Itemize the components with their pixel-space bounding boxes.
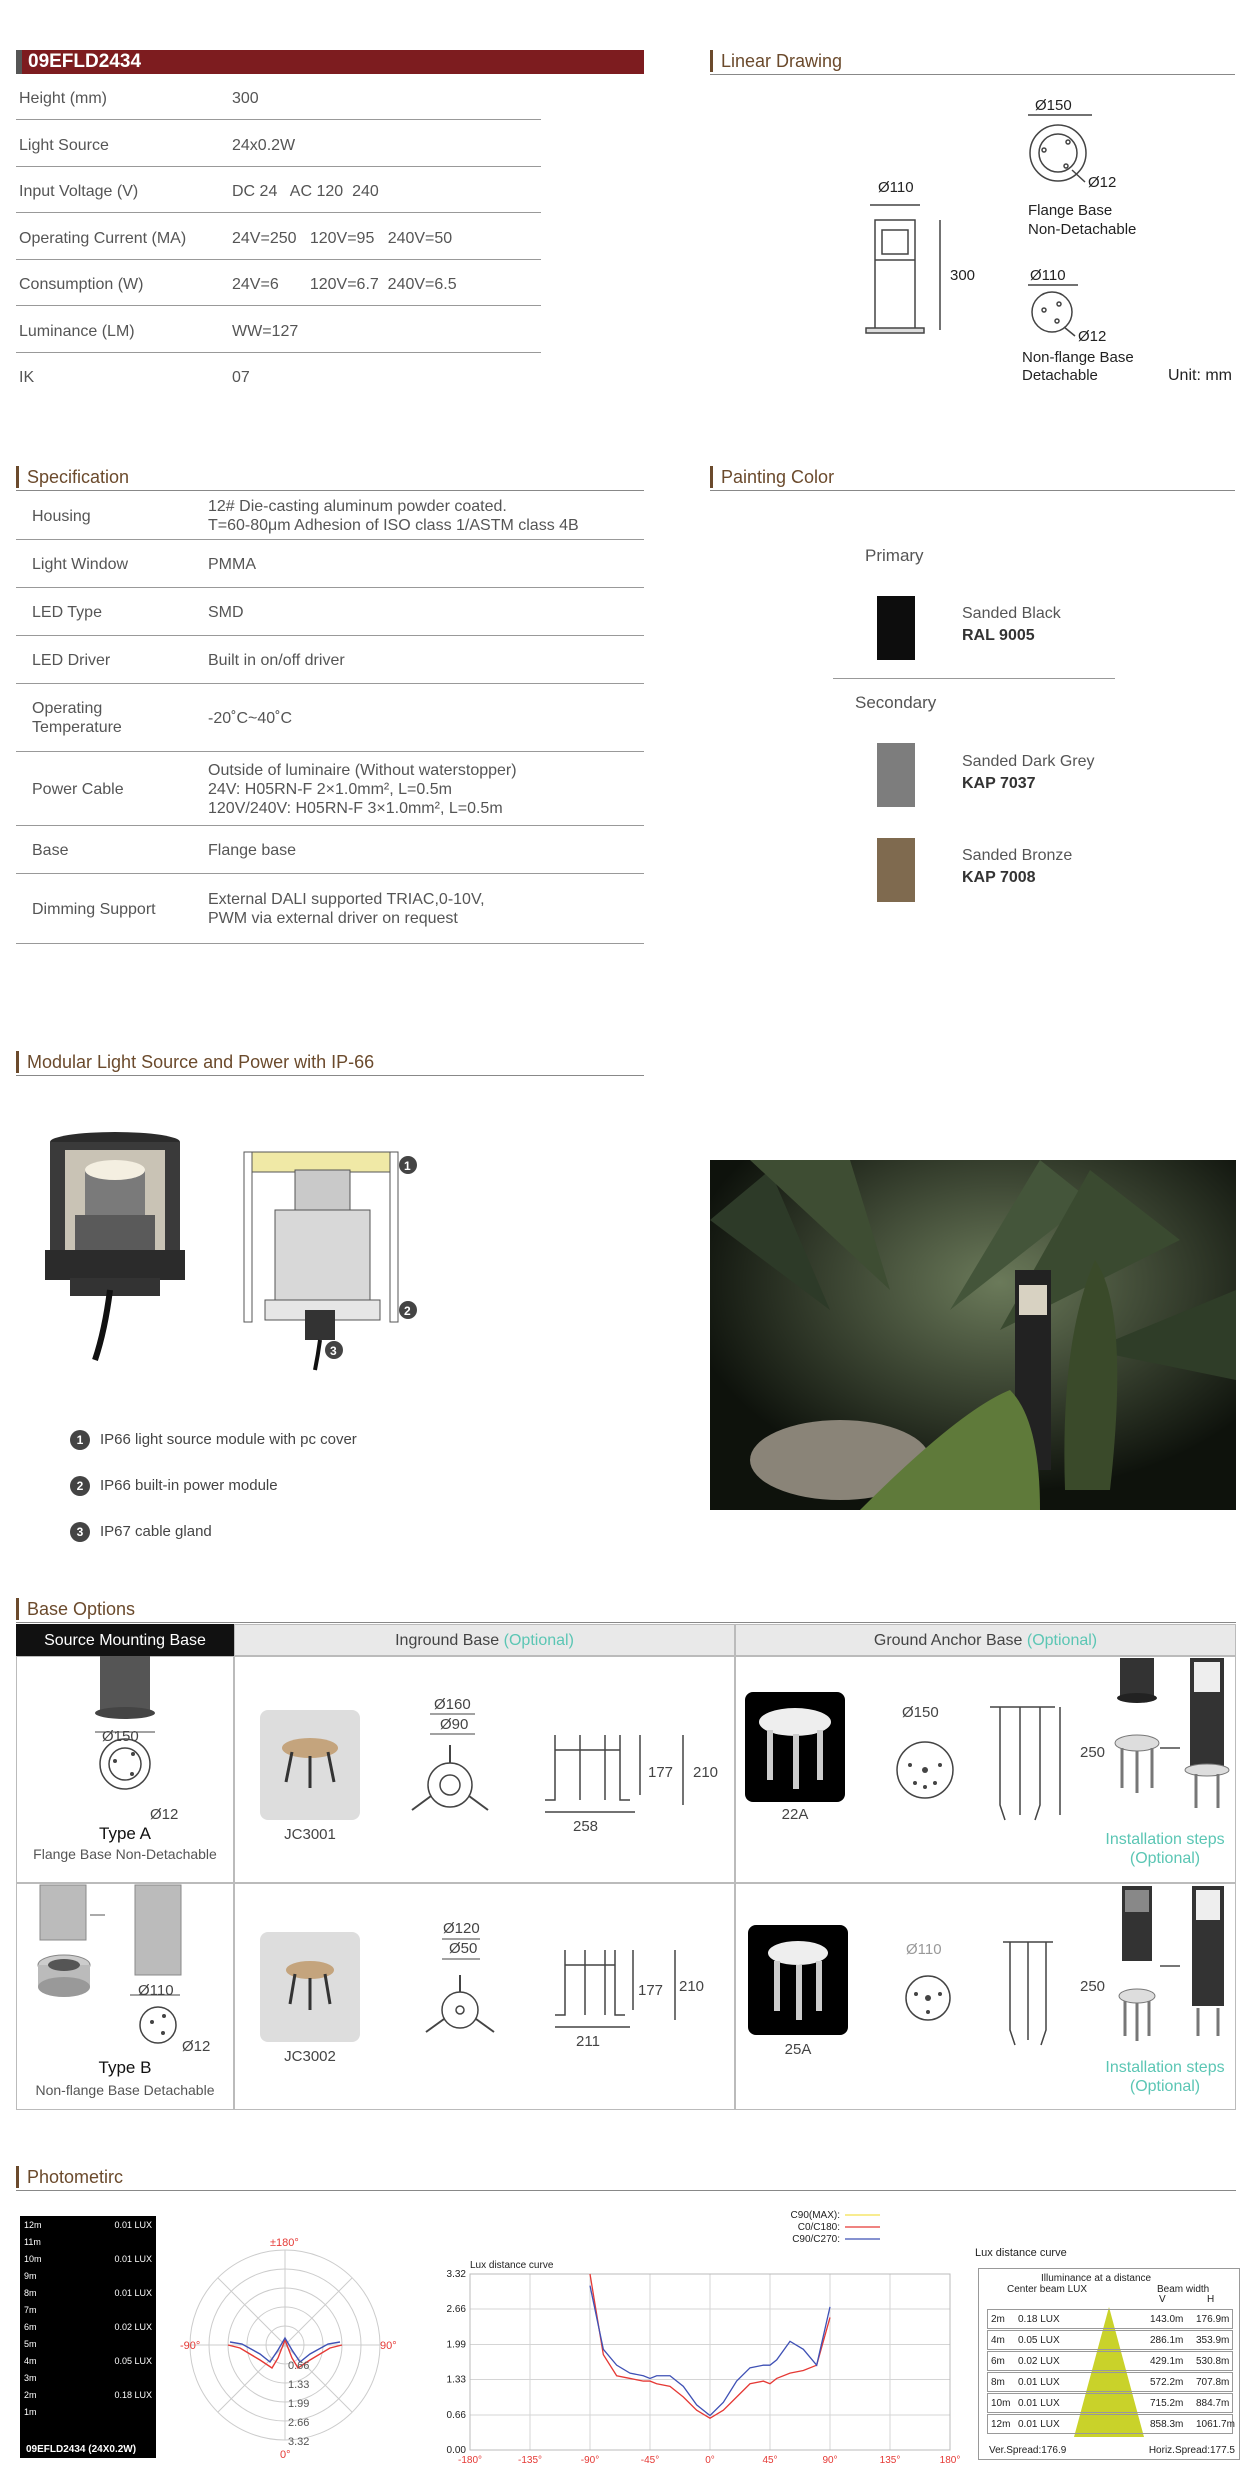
jc3001-w258: 258 xyxy=(573,1818,599,1835)
illum-h: 1061.7m xyxy=(1196,2419,1235,2430)
illum-head-v: V xyxy=(1159,2294,1166,2305)
nonflange-label-1: Non-flange Base xyxy=(1022,349,1134,366)
y-tick-label: 1.33 xyxy=(446,2374,466,2386)
spec-value: Flange base xyxy=(208,841,297,859)
primary-divider xyxy=(833,678,1115,679)
illum-head-2: Center beam LUX xyxy=(1007,2284,1088,2295)
spec-label: Operating Temperature xyxy=(32,700,122,736)
light-module-photo xyxy=(30,1130,200,1360)
illum-lux: 0.01 LUX xyxy=(1018,2377,1060,2388)
illuminance-table xyxy=(978,2268,1240,2460)
polar-ring-1: 0.66 xyxy=(288,2360,310,2372)
spec-value: Outside of luminaire (Without waterstopper) 24V: H05RN-F 2×1.0mm², L=0.5m 120V/240V: H05RN-F 3×1.0mm², L=0.5m xyxy=(208,761,517,817)
x-tick-label: 45° xyxy=(762,2455,778,2466)
svg-text:1: 1 xyxy=(404,1159,411,1173)
jc3002-d50: Ø50 xyxy=(449,1940,478,1957)
illum-lux: 0.05 LUX xyxy=(1018,2335,1060,2346)
type-b-drawing xyxy=(30,1885,220,2045)
anchor-22a-label: 22A xyxy=(781,1806,809,1823)
linear-drawing-rule xyxy=(710,74,1235,75)
anchor-25a-d110: Ø110 xyxy=(906,1941,942,1958)
jc3001-d90: Ø90 xyxy=(440,1716,469,1733)
polar-left-label: -90° xyxy=(180,2340,201,2352)
illum-v: 858.3m xyxy=(1150,2419,1184,2430)
illum-v: 286.1m xyxy=(1150,2335,1184,2346)
polar-ring-2: 1.33 xyxy=(288,2379,310,2391)
basic-spec-row xyxy=(16,131,541,167)
dim-300-label: 300 xyxy=(950,267,976,284)
primary-label: Primary xyxy=(865,546,924,565)
y-tick-label: 3.32 xyxy=(446,2269,466,2280)
jc3001-h177: 177 xyxy=(648,1764,674,1781)
x-tick-label: 90° xyxy=(822,2455,838,2466)
jc3001-photo xyxy=(260,1710,360,1820)
anchor-25a-label: 25A xyxy=(784,2041,812,2058)
spec-row xyxy=(16,752,644,826)
polar-top-label: ±180° xyxy=(270,2237,299,2249)
illum-dist: 4m xyxy=(991,2335,1005,2346)
product-code: 09EFLD2434 xyxy=(28,51,142,72)
type-a-d150: Ø150 xyxy=(102,1728,139,1745)
product-code-bar xyxy=(16,50,644,74)
spec-value: PMMA xyxy=(208,555,256,573)
basic-spec-label: Input Voltage (V) xyxy=(19,183,139,200)
y-tick-label: 0.00 xyxy=(446,2445,466,2456)
basic-spec-value: 24V=6 120V=6.7 240V=6.5 xyxy=(232,276,457,293)
illum-hspread: Horiz.Spread:177.5 xyxy=(1148,2445,1235,2456)
secondary-label: Secondary xyxy=(855,693,937,712)
isolux-footer: 09EFLD2434 (24X0.2W) xyxy=(26,2444,137,2455)
install-steps-b-label: Installation steps (Optional) xyxy=(1105,2059,1225,2095)
illum-row xyxy=(987,2330,1233,2350)
polar-ring-4: 2.66 xyxy=(288,2417,310,2429)
basic-spec-row xyxy=(16,317,541,353)
illum-row xyxy=(987,2309,1233,2329)
type-a-desc: Flange Base Non-Detachable xyxy=(33,1846,217,1862)
spec-value: 12# Die-casting aluminum powder coated. T=60-80μm Adhesion of ISO class 1/ASTM class 4B xyxy=(208,498,579,534)
isolux-distance: 4m xyxy=(24,2356,37,2366)
spec-label: Base xyxy=(32,841,69,859)
y-tick-label: 0.66 xyxy=(446,2410,466,2422)
install-steps-b xyxy=(1110,1886,1235,2056)
spec-label: LED Type xyxy=(32,603,102,621)
specification-rule xyxy=(16,490,644,491)
basic-spec-value: 24x0.2W xyxy=(232,136,296,154)
x-tick-label: 0° xyxy=(705,2455,715,2466)
swatch-sanded-bronze xyxy=(877,838,915,902)
basic-spec-value: 07 xyxy=(232,369,250,386)
spec-row xyxy=(16,588,644,636)
legend-label: C90/C270: xyxy=(792,2234,840,2245)
isolux-value: 0.02 LUX xyxy=(114,2322,152,2332)
anchor-22a-plan xyxy=(890,1735,960,1805)
specification-title: Specification xyxy=(16,466,129,488)
spec-row xyxy=(16,874,644,944)
illum-lux: 0.01 LUX xyxy=(1018,2419,1060,2430)
type-b-d110: Ø110 xyxy=(138,1982,174,1999)
painting-color-rule xyxy=(710,490,1235,491)
spec-row xyxy=(16,492,644,540)
basic-spec-value: 300 xyxy=(232,90,259,107)
svg-text:2: 2 xyxy=(404,1304,411,1318)
anchor-25a-h250: 250 xyxy=(1080,1978,1106,1995)
modular-item-3: 3 IP67 cable gland xyxy=(70,1522,212,1542)
illum-dist: 12m xyxy=(991,2419,1011,2430)
isolux-distance: 3m xyxy=(24,2373,37,2383)
spec-value: External DALI supported TRIAC,0-10V, PWM via external driver on request xyxy=(208,891,485,927)
base-options-rule xyxy=(16,1622,1236,1623)
polar-right-label: 90° xyxy=(380,2340,397,2352)
basic-spec-row xyxy=(16,177,541,213)
basic-spec-value: 24V=250 120V=95 240V=50 xyxy=(232,229,453,247)
power-module-drawing xyxy=(240,1150,420,1370)
jc3002-h210: 210 xyxy=(679,1978,705,1995)
illum-h: 530.8m xyxy=(1196,2356,1230,2367)
x-tick-label: 135° xyxy=(879,2455,901,2466)
dim-d110b-label: Ø110 xyxy=(1030,267,1066,284)
polar-ring-3: 1.99 xyxy=(288,2398,310,2410)
legend-label: C90(MAX): xyxy=(790,2210,840,2221)
isolux-distance: 8m xyxy=(24,2288,37,2298)
illum-h: 884.7m xyxy=(1196,2398,1230,2409)
jc3001-d160: Ø160 xyxy=(434,1696,471,1713)
modular-item-1: 1 IP66 light source module with pc cover xyxy=(70,1430,357,1450)
photometric-rule xyxy=(16,2190,1236,2191)
modular-item-2: 2 IP66 built-in power module xyxy=(70,1476,278,1496)
isolux-distance: 1m xyxy=(24,2407,37,2417)
linear-drawing-title: Linear Drawing xyxy=(710,50,842,72)
swatch-label-bronze: Sanded Bronze KAP 7008 xyxy=(962,847,1073,886)
spec-row xyxy=(16,636,644,684)
isolux-value: 0.01 LUX xyxy=(114,2220,152,2230)
isolux-distance: 5m xyxy=(24,2339,37,2349)
base-options-title: Base Options xyxy=(16,1598,135,1620)
basic-spec-row xyxy=(16,84,541,120)
photometric-title: Photometirc xyxy=(16,2166,123,2188)
spec-value: Built in on/off driver xyxy=(208,651,345,669)
illum-row xyxy=(987,2393,1233,2413)
isolux-distance: 2m xyxy=(24,2390,37,2400)
illum-h: 176.9m xyxy=(1196,2314,1230,2325)
spec-label: Light Window xyxy=(32,555,129,573)
anchor-22a-side xyxy=(985,1705,1065,1825)
illum-vspread: Ver.Spread:176.9 xyxy=(989,2445,1067,2456)
jc3001-label: JC3001 xyxy=(284,1826,336,1843)
header-source-mounting: Source Mounting Base xyxy=(16,1624,234,1656)
x-tick-label: -45° xyxy=(640,2455,660,2466)
unit-label: Unit: mm xyxy=(1168,367,1232,384)
basic-spec-label: IK xyxy=(19,369,35,386)
illum-dist: 10m xyxy=(991,2398,1011,2409)
anchor-22a-photo xyxy=(745,1692,845,1802)
basic-spec-label: Consumption (W) xyxy=(19,276,144,293)
type-a-drawing xyxy=(80,1656,180,1786)
nonflange-base-drawing xyxy=(1028,285,1078,336)
polar-chart xyxy=(180,2230,397,2461)
dim-d12a-label: Ø12 xyxy=(1088,174,1117,191)
x-tick-label: -180° xyxy=(457,2455,483,2466)
isolux-distance: 12m xyxy=(24,2220,42,2230)
illum-lux: 0.02 LUX xyxy=(1018,2356,1060,2367)
type-b-label: Type B xyxy=(98,2058,152,2077)
spec-label: Power Cable xyxy=(32,780,124,798)
isolux-value: 0.01 LUX xyxy=(114,2288,152,2298)
flange-base-label-1: Flange Base xyxy=(1028,202,1113,219)
flange-base-drawing xyxy=(1028,115,1092,182)
illum-head-3: Beam width xyxy=(1157,2284,1210,2295)
basic-spec-label: Light Source xyxy=(19,136,109,154)
isolux-value: 0.05 LUX xyxy=(114,2356,152,2366)
y-tick-label: 2.66 xyxy=(446,2303,466,2315)
type-a-d12: Ø12 xyxy=(150,1806,179,1823)
linear-drawing xyxy=(700,80,1245,400)
x-tick-label: -135° xyxy=(517,2455,543,2466)
illum-v: 143.0m xyxy=(1150,2314,1184,2325)
basic-spec-row xyxy=(16,270,541,306)
anchor-25a-plan xyxy=(898,1968,958,2028)
swatch-label-dark-grey: Sanded Dark Grey KAP 7037 xyxy=(962,753,1095,792)
illum-row xyxy=(987,2414,1233,2434)
anchor-25a-side xyxy=(998,1940,1068,2050)
illum-row xyxy=(987,2351,1233,2371)
modular-title: Modular Light Source and Power with IP-66 xyxy=(16,1051,374,1073)
flange-base-label-2: Non-Detachable xyxy=(1028,221,1137,238)
jc3002-d120: Ø120 xyxy=(443,1920,480,1937)
illum-h: 353.9m xyxy=(1196,2335,1230,2346)
illum-v: 429.1m xyxy=(1150,2356,1184,2367)
spec-value: -20˚C~40˚C xyxy=(208,709,293,727)
type-a-label: Type A xyxy=(99,1824,151,1843)
polar-bottom-label: 0° xyxy=(280,2449,291,2461)
spec-row xyxy=(16,684,644,752)
y-tick-label: 1.99 xyxy=(446,2339,466,2351)
anchor-22a-d150: Ø150 xyxy=(902,1704,939,1721)
dim-d110-label: Ø110 xyxy=(878,179,914,196)
illum-v: 715.2m xyxy=(1150,2398,1184,2409)
illum-head-h: H xyxy=(1207,2294,1215,2305)
lux-distance-chart xyxy=(440,2210,960,2472)
illum-head-1: Illuminance at a distance xyxy=(1041,2273,1152,2284)
install-steps-a xyxy=(1110,1658,1235,1828)
basic-spec-row xyxy=(16,363,541,399)
modular-rule xyxy=(16,1075,644,1076)
basic-spec-value: DC 24 AC 120 240 xyxy=(232,183,379,200)
swatch-sanded-dark-grey xyxy=(877,743,915,807)
basic-spec-row xyxy=(16,224,541,260)
spec-label: Dimming Support xyxy=(32,900,156,918)
svg-text:3: 3 xyxy=(330,1344,337,1358)
swatch-sanded-black xyxy=(877,596,915,660)
install-steps-a-label: Installation steps (Optional) xyxy=(1105,1831,1225,1867)
isolux-value: 0.01 LUX xyxy=(114,2254,152,2264)
illum-dist: 8m xyxy=(991,2377,1005,2388)
spec-value: SMD xyxy=(208,603,244,621)
type-b-desc: Non-flange Base Detachable xyxy=(35,2082,215,2098)
header-ground-anchor: Ground Anchor Base (Optional) xyxy=(735,1624,1236,1656)
illum-dist: 2m xyxy=(991,2314,1005,2325)
swatch-label-black: Sanded Black RAL 9005 xyxy=(962,605,1061,644)
polar-ring-5: 3.32 xyxy=(288,2436,310,2448)
spec-row xyxy=(16,826,644,874)
spec-label: Housing xyxy=(32,507,91,525)
isolux-distance: 9m xyxy=(24,2271,37,2281)
x-tick-label: 180° xyxy=(939,2455,961,2466)
spec-label: LED Driver xyxy=(32,651,111,669)
jc3002-w211: 211 xyxy=(576,2033,600,2050)
header-inground: Inground Base (Optional) xyxy=(234,1624,735,1656)
jc3002-label: JC3002 xyxy=(284,2048,336,2065)
illum-v: 572.2m xyxy=(1150,2377,1184,2388)
basic-spec-label: Luminance (LM) xyxy=(19,322,135,340)
nonflange-label-2: Detachable xyxy=(1022,367,1098,384)
basic-spec-value: WW=127 xyxy=(232,322,299,340)
chart-title: Lux distance curve xyxy=(470,2260,554,2271)
isolux-distance: 7m xyxy=(24,2305,37,2315)
illuminance-label: Lux distance curve xyxy=(975,2247,1067,2259)
jc3002-photo xyxy=(260,1932,360,2042)
jc3002-h177: 177 xyxy=(638,1982,664,1999)
isolux-value: 0.18 LUX xyxy=(114,2390,152,2400)
anchor-22a-h250: 250 xyxy=(1080,1744,1106,1761)
x-tick-label: -90° xyxy=(580,2455,600,2466)
anchor-25a-photo xyxy=(748,1925,848,2035)
legend-label: C0/C180: xyxy=(797,2222,840,2233)
illum-lux: 0.01 LUX xyxy=(1018,2398,1060,2409)
painting-color-title: Painting Color xyxy=(710,466,834,488)
garden-photo xyxy=(710,1160,1236,1510)
type-b-d12: Ø12 xyxy=(182,2038,211,2055)
isolux-distance: 6m xyxy=(24,2322,37,2332)
jc3001-h210: 210 xyxy=(693,1764,719,1781)
dim-d12b-label: Ø12 xyxy=(1078,328,1107,345)
dim-d150-label: Ø150 xyxy=(1035,97,1072,114)
illum-h: 707.8m xyxy=(1196,2377,1230,2388)
isolux-panel xyxy=(20,2216,156,2458)
isolux-distance: 10m xyxy=(24,2254,42,2264)
illum-lux: 0.18 LUX xyxy=(1018,2314,1060,2325)
illum-row xyxy=(987,2372,1233,2392)
bollard-side-drawing xyxy=(866,205,940,333)
basic-spec-label: Height (mm) xyxy=(19,90,108,107)
illum-dist: 6m xyxy=(991,2356,1005,2367)
spec-row xyxy=(16,540,644,588)
isolux-distance: 11m xyxy=(24,2237,41,2247)
basic-spec-label: Operating Current (MA) xyxy=(19,229,187,247)
